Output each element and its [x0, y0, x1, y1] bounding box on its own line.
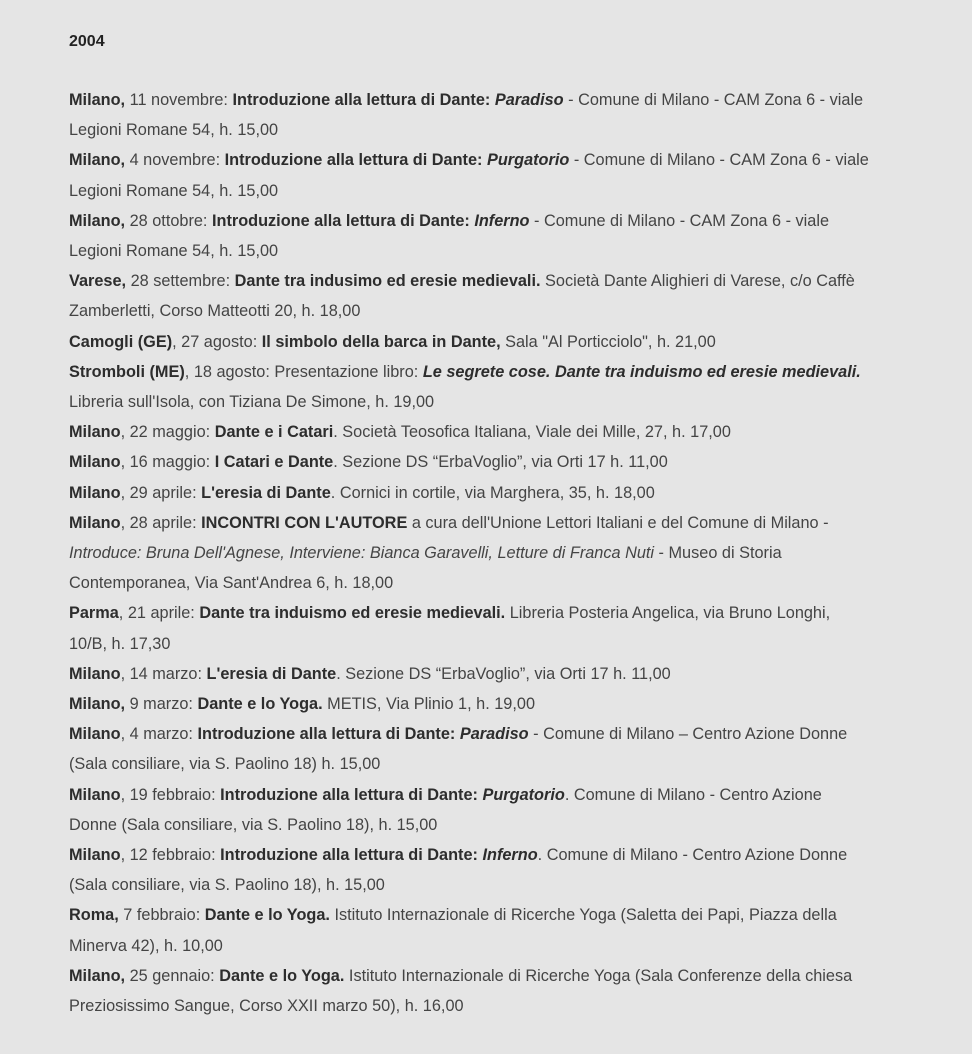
event-text-bold: Introduzione alla lettura di Dante:	[232, 91, 495, 109]
event-text-bold: Varese,	[69, 272, 127, 291]
event-text-bold-italic: Le segrete cose. Dante tra induismo ed eresie medievali.	[422, 362, 861, 381]
event-text-bold: Milano	[69, 483, 121, 502]
event-text-bold: Milano	[69, 664, 121, 683]
event-text-bold: Milano	[69, 785, 121, 804]
event-text-bold	[423, 363, 861, 381]
event-text: Libreria sull'Isola, con Tiziana De Simone, h. 19,00	[69, 393, 435, 412]
events-list	[69, 85, 869, 1021]
event-text: - Comune di Milano - CAM Zona 6 - viale Legioni Romane 54, h. 15,00	[69, 91, 864, 140]
event-text-bold: Milano,	[69, 211, 126, 230]
event-text: , 18 agosto: Presentazione libro:	[184, 362, 423, 381]
event-entry	[69, 357, 869, 417]
event-text: 9 marzo:	[125, 695, 198, 714]
event-text: , 4 marzo:	[120, 725, 198, 744]
event-text-bold: Milano	[69, 725, 121, 744]
event-text-bold: Parma	[69, 604, 119, 623]
event-text: . Cornici in cortile, via Marghera, 35, h. 18,00	[330, 483, 655, 502]
event-entry	[69, 206, 869, 266]
event-text: . Sezione DS “ErbaVoglio”, via Orti 17 h. 11,00	[336, 664, 671, 683]
event-text: , 12 febbraio:	[120, 846, 221, 865]
event-text-bold: Introduzione alla lettura di Dante:	[197, 725, 460, 744]
event-text: 11 novembre:	[125, 91, 233, 109]
event-text-bold: Milano,	[69, 151, 126, 170]
event-entry	[69, 85, 869, 145]
event-text-bold: Milano	[69, 423, 121, 442]
event-entry	[69, 719, 869, 779]
event-text-bold: Dante e lo Yoga.	[197, 695, 323, 714]
event-text: , 14 marzo:	[120, 664, 207, 683]
event-text: , 16 maggio:	[120, 453, 215, 472]
event-text: Libreria Posteria Angelica, via Bruno Longhi, 10/B, h. 17,30	[69, 604, 831, 653]
event-text: - Comune di Milano – Centro Azione Donne (Sala consiliare, via S. Paolino 18) h. 15,00	[69, 725, 848, 774]
event-text-bold-italic: Purgatorio	[486, 151, 570, 170]
event-entry	[69, 659, 869, 689]
event-text: Istituto Internazionale di Ricerche Yoga (Sala Conferenze della chiesa Preziosissimo Sangue, Corso XXII marzo 50), h. 16,00	[69, 966, 853, 1016]
event-text-bold: Dante tra indusimo ed eresie medievali.	[234, 272, 541, 291]
event-text: . Sezione DS “ErbaVoglio”, via Orti 17 h. 11,00	[333, 453, 668, 472]
event-text-bold: Milano	[69, 513, 121, 532]
event-text-bold: L'eresia di Dante	[201, 483, 331, 502]
event-text: - Comune di Milano - CAM Zona 6 - viale Legioni Romane 54, h. 15,00	[69, 211, 830, 261]
event-text-bold-italic: Paradiso	[459, 725, 529, 744]
event-text-bold-italic: Purgatorio	[482, 785, 565, 804]
event-text-bold: Dante e lo Yoga.	[204, 906, 330, 925]
event-text: , 22 maggio:	[120, 423, 215, 442]
event-entry	[69, 598, 869, 658]
event-entry	[69, 780, 869, 840]
event-text-bold: Milano	[69, 846, 121, 865]
event-text-bold: Introduzione alla lettura di Dante:	[220, 785, 483, 804]
event-text: Istituto Internazionale di Ricerche Yoga (Saletta dei Papi, Piazza della Minerva 42), h. 10,00	[69, 906, 837, 955]
event-entry	[69, 961, 869, 1021]
event-entry	[69, 478, 869, 508]
event-entry	[69, 266, 869, 326]
event-text-bold: Introduzione alla lettura di Dante:	[224, 151, 487, 170]
event-entry	[69, 327, 869, 357]
event-text-bold-italic: Inferno	[482, 846, 538, 865]
event-text-bold: Stromboli (ME)	[69, 362, 185, 381]
event-text-italic: Introduce: Bruna Dell'Agnese, Interviene: Bianca Garavelli, Letture di Franca Nuti	[69, 544, 655, 563]
event-text: a cura dell'Unione Lettori Italiani e del Comune di Milano -	[407, 513, 829, 532]
event-text: . Comune di Milano - Centro Azione Donne (Sala consiliare, via S. Paolino 18), h. 15,00	[69, 785, 822, 834]
event-text-bold	[482, 846, 537, 864]
event-text: - Comune di Milano - CAM Zona 6 - viale Legioni Romane 54, h. 15,00	[69, 151, 869, 200]
event-text-bold	[482, 786, 564, 804]
event-text: , 28 aprile:	[120, 513, 202, 532]
event-text: METIS, Via Plinio 1, h. 19,00	[322, 695, 535, 714]
event-text: . Comune di Milano - Centro Azione Donne (Sala consiliare, via S. Paolino 18), h. 15,00	[69, 846, 848, 895]
event-text-bold: Il simbolo della barca in Dante,	[261, 332, 501, 351]
event-entry	[69, 508, 869, 599]
event-text-bold: Milano,	[69, 966, 126, 985]
event-text-bold-italic: Paradiso	[494, 91, 564, 109]
event-text: , 21 aprile:	[118, 604, 200, 623]
event-text: 28 ottobre:	[125, 211, 212, 230]
event-text: Sala "Al Porticciolo", h. 21,00	[500, 332, 716, 351]
event-text: , 27 agosto:	[172, 332, 262, 351]
event-text: 25 gennaio:	[125, 966, 220, 985]
event-text-bold	[487, 151, 569, 169]
event-text-bold: INCONTRI CON L'AUTORE	[201, 513, 408, 532]
event-text: Società Dante Alighieri di Varese, c/o Caffè Zamberletti, Corso Matteotti 20, h. 18,00	[69, 272, 855, 321]
event-text-bold	[474, 212, 529, 230]
event-text-bold: Roma,	[69, 906, 119, 925]
event-text-bold: Introduzione alla lettura di Dante:	[211, 211, 475, 230]
event-text-bold: Dante tra induismo ed eresie medievali.	[199, 604, 506, 623]
event-text-bold: Dante e i Catari	[214, 423, 334, 442]
event-text: 4 novembre:	[125, 151, 225, 170]
event-entry	[69, 689, 869, 719]
event-text-bold: Camogli (GE)	[69, 332, 173, 351]
event-entry	[69, 145, 869, 205]
event-text: 7 febbraio:	[118, 906, 205, 925]
event-entry	[69, 417, 869, 447]
event-entry	[69, 840, 869, 900]
event-entry	[69, 447, 869, 477]
year-heading: 2004	[69, 33, 105, 50]
event-text-bold: Milano,	[69, 695, 126, 714]
event-text: . Società Teosofica Italiana, Viale dei Mille, 27, h. 17,00	[333, 423, 731, 442]
event-text-bold: L'eresia di Dante	[206, 664, 337, 683]
event-entry	[69, 900, 869, 960]
event-text-bold	[460, 725, 529, 743]
event-text: , 19 febbraio:	[120, 785, 221, 804]
event-text-bold: Dante e lo Yoga.	[219, 966, 345, 985]
event-text-bold: Milano,	[69, 91, 126, 109]
event-text-bold: Milano	[69, 453, 121, 472]
event-text-bold-italic: Inferno	[474, 211, 530, 230]
event-text-bold: I Catari e Dante	[214, 453, 334, 472]
event-text: 28 settembre:	[126, 272, 235, 291]
event-text-bold: Introduzione alla lettura di Dante:	[220, 846, 483, 865]
event-text: , 29 aprile:	[120, 483, 202, 502]
event-text: - Museo di Storia Contemporanea, Via Sant'Andrea 6, h. 18,00	[69, 544, 782, 593]
event-text-bold	[495, 91, 564, 109]
